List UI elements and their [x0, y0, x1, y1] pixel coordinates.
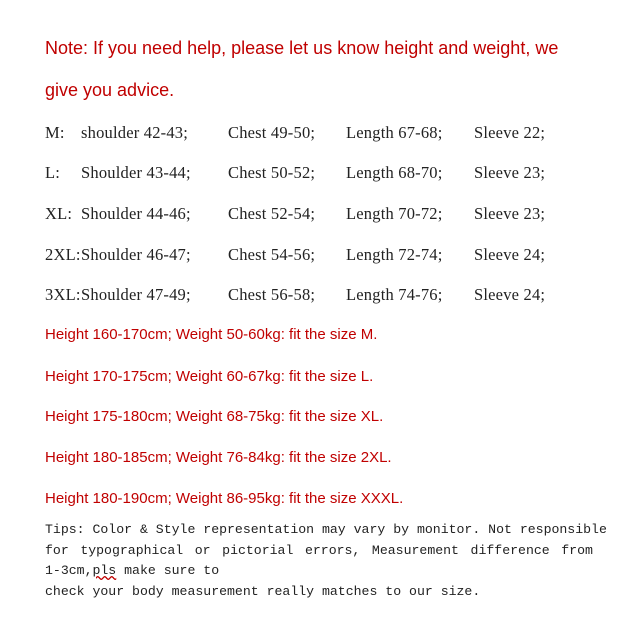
size-label: L:: [45, 163, 61, 182]
tips-line-3: [45, 561, 593, 582]
shoulder-measure: Shoulder 44-46;: [81, 204, 191, 223]
fit-line-2xl: Height 180-185cm; Weight 76-84kg: fit the size 2XL.: [45, 449, 392, 466]
chest-measure: Chest 54-56;: [228, 245, 316, 264]
fit-line-l: Height 170-175cm; Weight 60-67kg: fit the size L.: [45, 368, 374, 385]
tips-line-3-pls: pls: [92, 563, 117, 578]
note-line-2: give you advice.: [45, 80, 175, 100]
sleeve-measure: Sleeve 24;: [474, 285, 546, 304]
note-line-1: Note: If you need help, please let us know height and weight, we: [45, 38, 559, 58]
shoulder-measure: Shoulder 47-49;: [81, 285, 191, 304]
length-measure: Length 68-70;: [346, 163, 443, 182]
tips-word: for: [45, 542, 69, 558]
tips-word: difference: [470, 542, 550, 558]
tips-word: errors,: [304, 542, 361, 558]
shoulder-measure: Shoulder 43-44;: [81, 163, 191, 182]
tips-line-3-suffix: make sure to: [116, 563, 220, 578]
sleeve-measure: Sleeve 23;: [474, 204, 546, 223]
shoulder-measure: Shoulder 46-47;: [81, 245, 191, 264]
size-label: XL:: [45, 204, 73, 223]
length-measure: Length 74-76;: [346, 285, 443, 304]
size-label: M:: [45, 123, 65, 142]
tips-word: or: [194, 542, 211, 558]
length-measure: Length 70-72;: [346, 204, 443, 223]
sleeve-measure: Sleeve 24;: [474, 245, 546, 264]
chest-measure: Chest 56-58;: [228, 285, 316, 304]
sleeve-measure: Sleeve 23;: [474, 163, 546, 182]
tips-word: from: [561, 542, 593, 558]
length-measure: Length 67-68;: [346, 123, 443, 142]
tips-line-4: check your body measurement really matches to our size.: [45, 583, 481, 599]
chest-measure: Chest 50-52;: [228, 163, 316, 182]
fit-line-xl: Height 175-180cm; Weight 68-75kg: fit the size XL.: [45, 408, 384, 425]
tips-block: [45, 520, 607, 602]
length-measure: Length 72-74;: [346, 245, 443, 264]
tips-line-3-prefix: 1-3cm,: [45, 563, 93, 578]
fit-line-xxxl: Height 180-190cm; Weight 86-95kg: fit the size XXXL.: [45, 490, 404, 507]
tips-line-2: [45, 541, 593, 562]
fit-line-m: Height 160-170cm; Weight 50-60kg: fit the size M.: [45, 326, 378, 343]
chest-measure: Chest 49-50;: [228, 123, 316, 142]
shoulder-measure: shoulder 42-43;: [81, 123, 189, 142]
chest-measure: Chest 52-54;: [228, 204, 316, 223]
tips-word: Measurement: [371, 542, 459, 558]
size-label: 3XL:: [45, 285, 81, 304]
tips-word: typographical: [80, 542, 184, 558]
tips-line-1: Tips: Color & Style representation may vary by monitor. Not responsible: [45, 522, 607, 537]
sleeve-measure: Sleeve 22;: [474, 123, 546, 142]
size-label: 2XL:: [45, 245, 81, 264]
tips-word: pictorial: [222, 542, 294, 558]
